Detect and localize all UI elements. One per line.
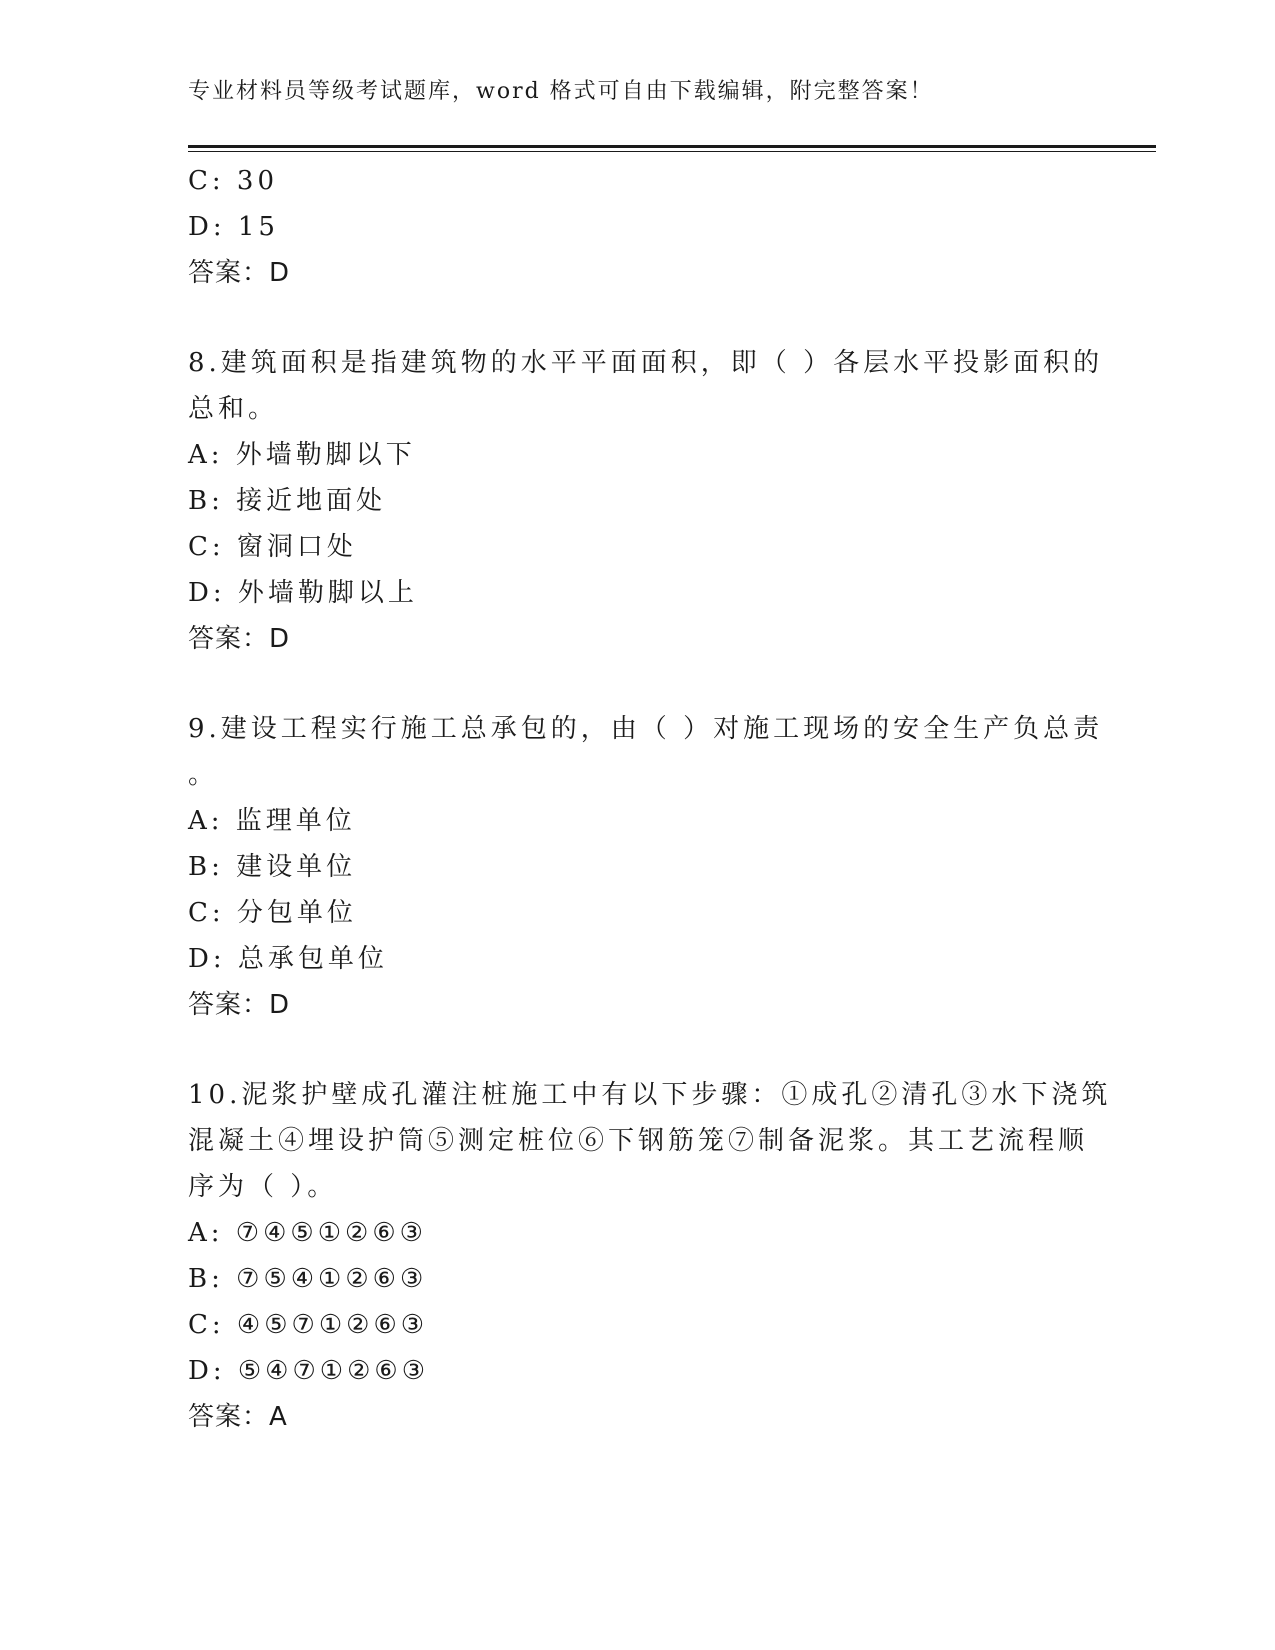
option-b: B: 接近地面处 bbox=[188, 486, 387, 516]
question-stem: 序为（ ）。 bbox=[188, 1172, 338, 1202]
option-c: C: 窗洞口处 bbox=[188, 532, 357, 562]
question-stem: 混凝土④埋设护筒⑤测定桩位⑥下钢筋笼⑦制备泥浆。其工艺流程顺 bbox=[188, 1126, 1089, 1156]
option-d: D: ⑤④⑦①②⑥③ bbox=[188, 1356, 430, 1386]
option-b: B: ⑦⑤④①②⑥③ bbox=[188, 1264, 428, 1294]
question-10 bbox=[188, 1072, 1112, 1440]
option-a: A: 外墙勒脚以下 bbox=[188, 440, 416, 470]
question-9 bbox=[188, 706, 1104, 1028]
spacer bbox=[188, 1028, 1088, 1072]
question-stem: 总和。 bbox=[188, 394, 279, 424]
question-stem: 10.泥浆护壁成孔灌注桩施工中有以下步骤：①成孔②清孔③水下浇筑 bbox=[188, 1080, 1112, 1110]
prev-question-block bbox=[188, 158, 1088, 296]
option-c: C: 分包单位 bbox=[188, 898, 357, 928]
question-stem: 9.建设工程实行施工总承包的，由（ ）对施工现场的安全生产负总责 bbox=[188, 714, 1104, 744]
spacer bbox=[188, 296, 1088, 340]
question-stem: 8.建筑面积是指建筑物的水平平面面积，即（ ）各层水平投影面积的 bbox=[188, 348, 1104, 378]
header-rule-thick bbox=[188, 145, 1156, 148]
spacer bbox=[188, 662, 1088, 706]
answer-line: 答案：D bbox=[188, 990, 291, 1020]
question-8 bbox=[188, 340, 1104, 662]
option-a: A: 监理单位 bbox=[188, 806, 356, 836]
option-a: A: ⑦④⑤①②⑥③ bbox=[188, 1218, 427, 1248]
question-stem: 。 bbox=[188, 760, 219, 790]
answer-line: 答案：A bbox=[188, 1402, 288, 1432]
answer-line: 答案：D bbox=[188, 624, 291, 654]
option-d: D: 15 bbox=[188, 212, 279, 242]
option-d: D: 总承包单位 bbox=[188, 944, 388, 974]
page-header: 专业材料员等级考试题库，word 格式可自由下载编辑，附完整答案！ bbox=[188, 79, 934, 104]
option-b: B: 建设单位 bbox=[188, 852, 357, 882]
option-d: D: 外墙勒脚以上 bbox=[188, 578, 418, 608]
answer-line: 答案：D bbox=[188, 258, 291, 288]
header-rule-thin bbox=[188, 151, 1156, 152]
question-content bbox=[188, 158, 1112, 1440]
option-c: C: 30 bbox=[188, 166, 279, 196]
option-c: C: ④⑤⑦①②⑥③ bbox=[188, 1310, 429, 1340]
